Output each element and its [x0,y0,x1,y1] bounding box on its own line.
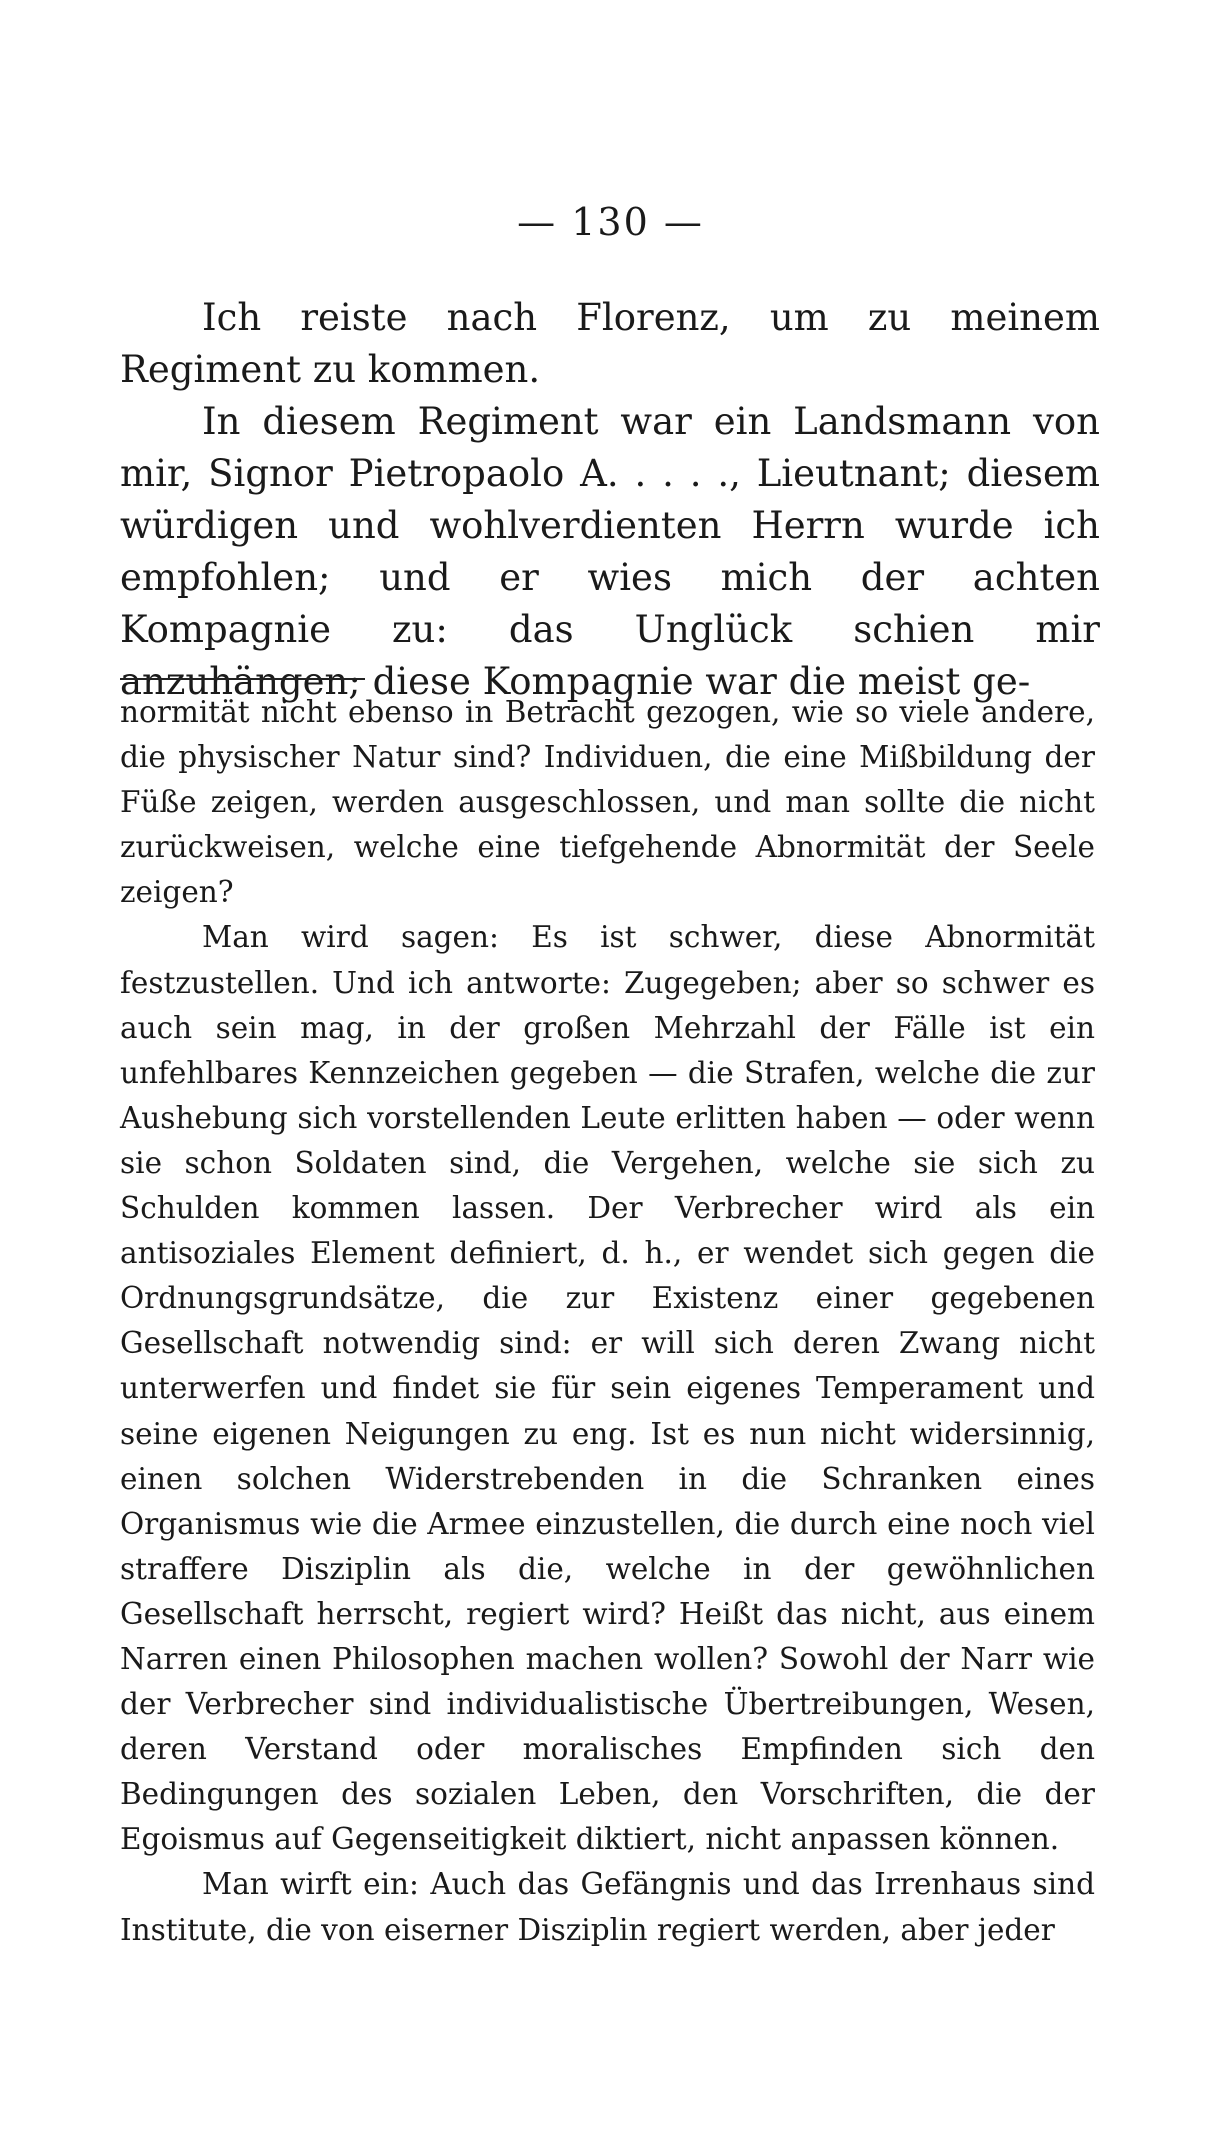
footnote-rule [120,678,365,680]
footnote-paragraph-3: Man wirft ein: Auch das Gefängnis und das Irrenhaus sind Institute, die von eiserner Disziplin regiert werden, aber jeder [120,1867,1095,1947]
main-paragraph-2: In diesem Regiment war ein Landsmann von mir, Signor Pietropaolo A. . . . ., Lieutnant; diesem würdigen und wohlverdienten Herrn wurde ich empfohlen; und er wies mich der achten Kompagnie zu: das Unglück schien mir anzuhängen; diese Kompagnie war die meist ge- [120,400,1100,703]
page-number: — 130 — [517,200,704,244]
main-paragraph-1: Ich reiste nach Florenz, um zu meinem Regiment zu kommen. [120,296,1100,391]
footnote [120,690,1095,1953]
footnote-paragraph-1: normität nicht ebenso in Betracht gezogen, wie so viele andere, die physischer Natur sind? Individuen, die eine Mißbildung der Füße zeigen, werden ausgeschlossen, und man sollte die nicht zurückweisen, welche eine tiefgehende Abnormität der Seele zeigen? [120,695,1095,910]
footnote-paragraph-2: Man wird sagen: Es ist schwer, diese Abnormität festzustellen. Und ich antworte: Zugegeben; aber so schwer es auch sein mag, in der großen Mehrzahl der Fälle ist ein unfehlbares Kennzeichen gegeben — die Strafen, welche die zur Aushebung sich vorstellenden Leute erlitten haben — oder wenn sie schon Soldaten sind, die Vergehen, welche sie sich zu Schulden kommen lassen. Der Verbrecher wird als ein antisoziales Element definiert, d. h., er wendet sich gegen die Ordnungsgrundsätze, die zur Existenz einer gegebenen Gesellschaft notwendig sind: er will sich deren Zwang nicht unterwerfen und findet sie für sein eigenes Temperament und seine eigenen Neigungen zu eng. Ist es nun nicht widersinnig, einen solchen Widerstrebenden in die Schranken eines Organismus wie die Armee einzustellen, die durch eine noch viel straffere Disziplin als die, welche in der gewöhnlichen Gesellschaft herrscht, regiert wird? Heißt das nicht, aus einem Narren einen Philosophen machen wollen? Sowohl der Narr wie der Verbrecher sind individualistische Übertreibungen, Wesen, deren Verstand oder moralisches Empfinden sich den Bedingungen des sozialen Leben, den Vorschriften, die der Egoismus auf Gegenseitigkeit diktiert, nicht anpassen können. [120,920,1095,1857]
main-text [120,292,1100,708]
